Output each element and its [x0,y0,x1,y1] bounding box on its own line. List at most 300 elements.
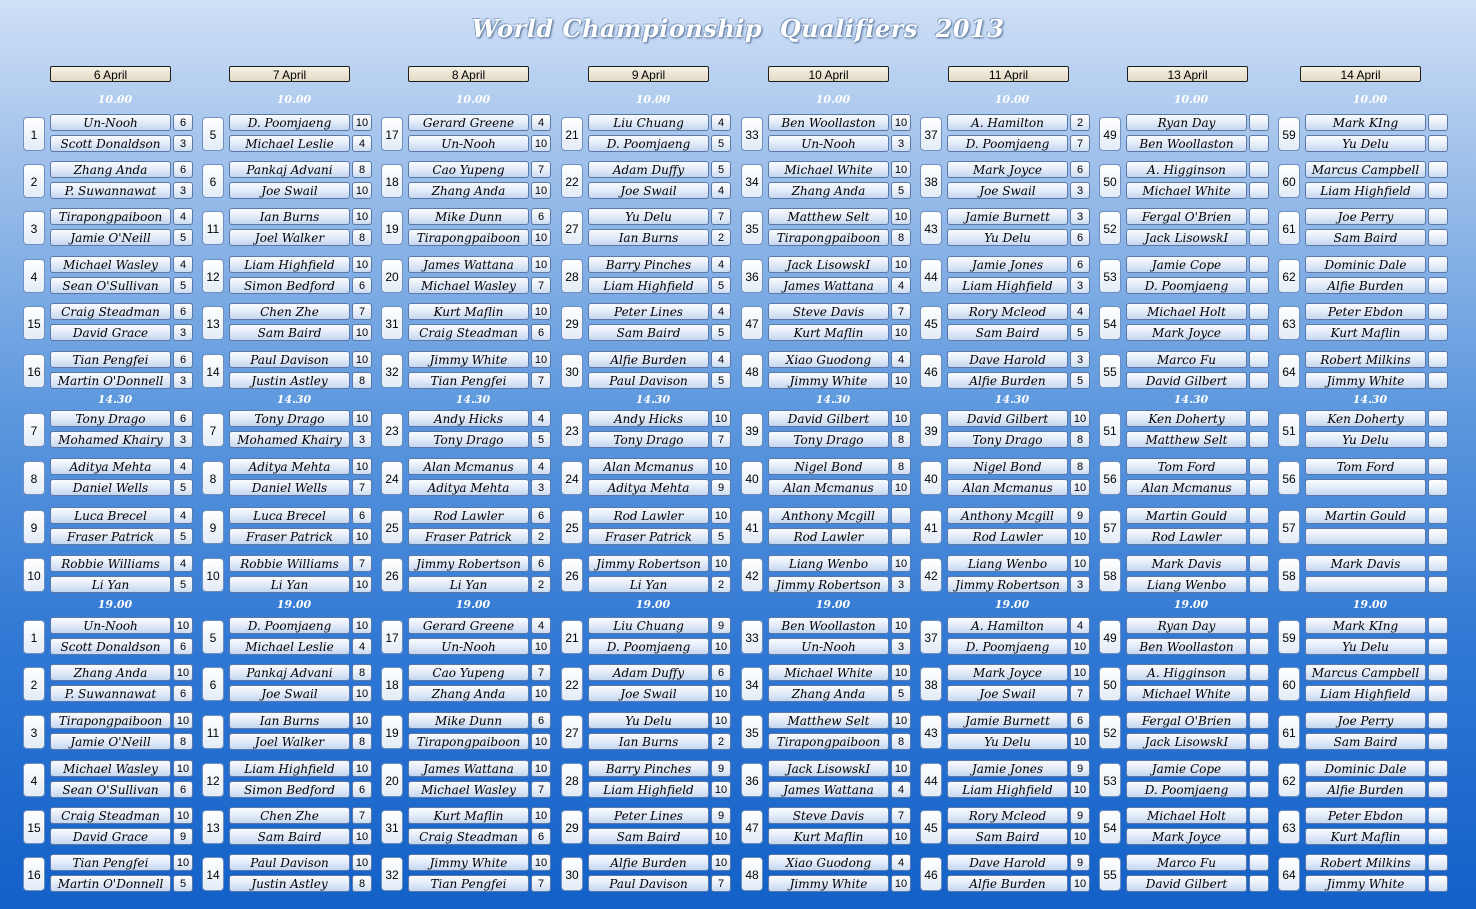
player-score: 3 [1070,277,1090,294]
player-name: Chen Zhe [229,303,350,320]
match-number: 24 [381,461,403,495]
match-number: 39 [920,413,942,447]
player-score: 5 [173,277,193,294]
player-name: Gerard Greene [408,114,529,131]
player-name: Mark Davis [1126,555,1247,572]
day-header: 10 April [768,66,889,82]
player-score: 4 [173,256,193,273]
player-score: 4 [711,182,731,199]
player-score [1428,781,1448,798]
player-score: 10 [173,664,193,681]
player-name: Zhang Anda [408,685,529,702]
player-score [1249,638,1269,655]
player-name: Ben Woollaston [1126,638,1247,655]
session-time: 10.00 [1173,93,1209,106]
match-number: 55 [1099,857,1121,891]
player-score: 4 [891,351,911,368]
session-time: 19.00 [994,598,1030,611]
session-time: 19.00 [1352,598,1388,611]
match-number: 15 [23,306,45,340]
match-number: 25 [561,510,583,544]
player-score: 9 [711,617,731,634]
player-name: Alan Mcmanus [947,479,1068,496]
player-name: Sam Baird [947,828,1068,845]
player-score [1249,875,1269,892]
player-score [1428,277,1448,294]
player-score [1428,685,1448,702]
match-number: 54 [1099,306,1121,340]
player-name: Simon Bedford [229,781,350,798]
player-name: Un-Nooh [50,114,171,131]
match-number: 56 [1099,461,1121,495]
match-number: 53 [1099,259,1121,293]
player-score [1428,664,1448,681]
player-score [1428,324,1448,341]
match-number: 3 [23,715,45,749]
day-header: 7 April [229,66,350,82]
player-score [1249,324,1269,341]
player-name: Tony Drago [947,431,1068,448]
player-name: Alfie Burden [1305,781,1426,798]
player-score: 10 [531,135,551,152]
player-name: Kurt Maflin [408,303,529,320]
player-name: Cao Yupeng [408,161,529,178]
player-name: Jimmy White [408,351,529,368]
player-score [1428,617,1448,634]
session-time: 14.30 [276,393,312,406]
player-name: Liam Highfield [947,277,1068,294]
match-number: 20 [381,763,403,797]
match-number: 35 [741,211,763,245]
player-name: Matthew Selt [768,208,889,225]
player-name: Dave Harold [947,351,1068,368]
match-number: 61 [1278,715,1300,749]
player-name: A. Hamilton [947,114,1068,131]
player-name: Aditya Mehta [50,458,171,475]
player-score: 9 [1070,854,1090,871]
player-name: Sam Baird [1305,229,1426,246]
player-name: Tom Ford [1305,458,1426,475]
match-number: 29 [561,306,583,340]
match-number: 36 [741,763,763,797]
player-score: 3 [173,372,193,389]
player-score [1428,114,1448,131]
player-score [1428,479,1448,496]
match-number: 62 [1278,763,1300,797]
player-name: A. Higginson [1126,161,1247,178]
player-name: Michael Wasley [50,760,171,777]
match-number: 18 [381,164,403,198]
match-number: 26 [381,558,403,592]
player-score: 7 [352,303,372,320]
player-name: Tirapongpaiboon [50,208,171,225]
player-name: Yu Delu [588,208,709,225]
player-name: Nigel Bond [768,458,889,475]
player-name: Steve Davis [768,303,889,320]
match-number: 60 [1278,667,1300,701]
match-number: 25 [381,510,403,544]
player-name: Barry Pinches [588,760,709,777]
player-name: Marco Fu [1126,854,1247,871]
match-number: 12 [202,259,224,293]
player-name: Sean O'Sullivan [50,277,171,294]
player-name: Daniel Wells [229,479,350,496]
player-name: Anthony Mcgill [947,507,1068,524]
player-name: Fergal O'Brien [1126,208,1247,225]
day-header: 11 April [948,66,1069,82]
player-name: Mike Dunn [408,712,529,729]
player-name: Robbie Williams [229,555,350,572]
session-time: 19.00 [97,598,133,611]
player-score: 7 [531,781,551,798]
match-number: 48 [741,857,763,891]
player-score: 4 [173,555,193,572]
match-number: 30 [561,354,583,388]
player-name: Tony Drago [50,410,171,427]
player-name: Xiao Guodong [768,351,889,368]
player-score: 10 [352,576,372,593]
player-name: Liam Highfield [1305,182,1426,199]
player-name: Simon Bedford [229,277,350,294]
player-score: 7 [711,208,731,225]
player-name: Scott Donaldson [50,638,171,655]
player-score: 10 [1070,828,1090,845]
player-score [1249,182,1269,199]
player-name: Michael Holt [1126,303,1247,320]
player-score: 7 [352,555,372,572]
player-score: 8 [352,875,372,892]
player-score: 3 [1070,182,1090,199]
player-score: 4 [531,617,551,634]
player-name: David Grace [50,324,171,341]
player-name: Michael Holt [1126,807,1247,824]
match-number: 34 [741,164,763,198]
player-name: James Wattana [768,781,889,798]
player-name: Fraser Patrick [50,528,171,545]
match-number: 30 [561,857,583,891]
match-number: 39 [741,413,763,447]
player-name: Jamie Jones [947,256,1068,273]
player-score: 5 [891,685,911,702]
player-name: Dominic Dale [1305,760,1426,777]
player-name: Tom Ford [1126,458,1247,475]
match-number: 18 [381,667,403,701]
match-number: 2 [23,667,45,701]
player-score: 4 [711,114,731,131]
player-score [1428,303,1448,320]
player-score: 4 [531,410,551,427]
player-name: Luca Brecel [50,507,171,524]
player-score: 2 [711,733,731,750]
player-name: Zhang Anda [768,182,889,199]
player-score: 10 [352,685,372,702]
player-name: Paul Davison [229,351,350,368]
player-name: Jack LisowskI [1126,733,1247,750]
player-score: 8 [352,664,372,681]
player-score: 3 [1070,208,1090,225]
player-name: Marco Fu [1126,351,1247,368]
player-score: 7 [531,664,551,681]
player-score: 3 [173,135,193,152]
player-score [1428,828,1448,845]
player-name: Jamie Cope [1126,256,1247,273]
player-score: 10 [352,528,372,545]
player-name: Alan Mcmanus [408,458,529,475]
match-number: 14 [202,857,224,891]
player-score: 10 [711,828,731,845]
player-name: D. Poomjaeng [588,638,709,655]
player-name: Adam Duffy [588,161,709,178]
player-name: Martin Gould [1126,507,1247,524]
day-header: 13 April [1127,66,1248,82]
player-score: 6 [173,161,193,178]
player-score: 10 [891,828,911,845]
player-score: 10 [891,372,911,389]
match-number: 64 [1278,857,1300,891]
player-score: 10 [1070,528,1090,545]
player-score: 6 [1070,161,1090,178]
player-name: Tian Pengfei [50,351,171,368]
player-score: 5 [711,372,731,389]
player-score: 9 [1070,507,1090,524]
session-time: 10.00 [994,93,1030,106]
match-number: 42 [741,558,763,592]
player-name: Li Yan [588,576,709,593]
player-name: Alan Mcmanus [768,479,889,496]
player-name: Steve Davis [768,807,889,824]
player-score: 6 [352,781,372,798]
player-name: Zhang Anda [50,664,171,681]
player-score [1428,256,1448,273]
player-score: 7 [891,303,911,320]
player-score: 10 [352,410,372,427]
player-score: 7 [1070,135,1090,152]
player-score: 10 [891,664,911,681]
player-name: Aditya Mehta [408,479,529,496]
session-time: 14.30 [455,393,491,406]
player-score [1249,507,1269,524]
match-number: 17 [381,117,403,151]
player-score: 4 [173,208,193,225]
player-name: Un-Nooh [408,135,529,152]
player-score: 4 [531,458,551,475]
player-name: Sam Baird [229,828,350,845]
player-name: David Grace [50,828,171,845]
player-score: 7 [711,875,731,892]
player-name: Alan Mcmanus [1126,479,1247,496]
match-number: 63 [1278,810,1300,844]
player-name: D. Poomjaeng [1126,781,1247,798]
player-name: Joel Walker [229,733,350,750]
player-name: Mike Dunn [408,208,529,225]
player-score [1249,555,1269,572]
player-score: 5 [173,479,193,496]
session-time: 14.30 [815,393,851,406]
player-name: Liam Highfield [947,781,1068,798]
player-score [1428,372,1448,389]
player-score: 9 [711,760,731,777]
match-number: 6 [202,164,224,198]
player-name: Craig Steadman [50,807,171,824]
match-number: 51 [1099,413,1121,447]
match-number: 35 [741,715,763,749]
match-number: 10 [202,558,224,592]
match-number: 13 [202,810,224,844]
player-name: David Gilbert [768,410,889,427]
player-score: 10 [711,712,731,729]
player-name: Martin Gould [1305,507,1426,524]
player-score: 5 [711,161,731,178]
match-number: 61 [1278,211,1300,245]
player-name: Mark KIng [1305,617,1426,634]
player-name: Gerard Greene [408,617,529,634]
player-score: 8 [352,733,372,750]
player-score: 9 [1070,807,1090,824]
match-number: 34 [741,667,763,701]
player-name: Ian Burns [229,712,350,729]
player-score: 8 [173,733,193,750]
player-score [1428,712,1448,729]
player-name: Anthony Mcgill [768,507,889,524]
match-number: 63 [1278,306,1300,340]
player-name: Fraser Patrick [408,528,529,545]
player-score: 4 [891,781,911,798]
player-score: 10 [711,685,731,702]
player-name: Mark Joyce [947,161,1068,178]
player-name: Liam Highfield [588,277,709,294]
player-name: Un-Nooh [50,617,171,634]
match-number: 14 [202,354,224,388]
player-score [1249,760,1269,777]
player-score [1249,135,1269,152]
match-number: 41 [741,510,763,544]
player-score: 4 [531,114,551,131]
player-name: Tirapongpaiboon [408,733,529,750]
match-number: 38 [920,164,942,198]
player-score: 4 [1070,617,1090,634]
player-score: 8 [1070,458,1090,475]
player-name: Jamie O'Neill [50,733,171,750]
match-number: 58 [1099,558,1121,592]
player-name: Jimmy White [1305,372,1426,389]
player-score: 5 [711,528,731,545]
player-score: 10 [352,712,372,729]
player-score: 6 [531,828,551,845]
player-score: 7 [1070,685,1090,702]
player-name: Paul Davison [588,875,709,892]
player-score: 6 [531,208,551,225]
player-score [1249,781,1269,798]
player-name: Matthew Selt [1126,431,1247,448]
match-number: 13 [202,306,224,340]
player-score: 5 [173,229,193,246]
player-score: 7 [352,479,372,496]
player-name: Robert Milkins [1305,854,1426,871]
player-name: Kurt Maflin [1305,324,1426,341]
player-score: 10 [352,854,372,871]
player-score [1249,664,1269,681]
player-name: Jimmy Robertson [588,555,709,572]
player-name: David Gilbert [1126,372,1247,389]
player-name: Li Yan [408,576,529,593]
match-number: 17 [381,620,403,654]
match-number: 19 [381,211,403,245]
player-score: 3 [531,479,551,496]
player-score: 10 [1070,555,1090,572]
player-name: Sam Baird [229,324,350,341]
player-name: Rory Mcleod [947,807,1068,824]
player-score: 4 [352,135,372,152]
match-number: 23 [381,413,403,447]
player-score: 10 [711,781,731,798]
player-score: 10 [352,114,372,131]
match-number: 1 [23,620,45,654]
match-number: 40 [741,461,763,495]
player-name: Kurt Maflin [768,324,889,341]
player-score: 10 [352,760,372,777]
player-name: Andy Hicks [408,410,529,427]
player-name: Xiao Guodong [768,854,889,871]
match-number: 59 [1278,620,1300,654]
player-name: Ian Burns [588,733,709,750]
player-score: 10 [352,351,372,368]
player-name: Mark KIng [1305,114,1426,131]
match-number: 45 [920,810,942,844]
player-name: Jamie Cope [1126,760,1247,777]
player-score [1249,685,1269,702]
player-name: Mark Joyce [947,664,1068,681]
player-score: 10 [531,229,551,246]
player-name: Jimmy White [768,875,889,892]
player-name: Aditya Mehta [229,458,350,475]
player-name: Fraser Patrick [588,528,709,545]
match-number: 48 [741,354,763,388]
player-name: Yu Delu [947,733,1068,750]
match-number: 46 [920,857,942,891]
player-score: 10 [352,324,372,341]
player-score: 4 [173,507,193,524]
player-name: Peter Lines [588,303,709,320]
player-score: 10 [352,617,372,634]
player-name: D. Poomjaeng [947,638,1068,655]
player-name: Daniel Wells [50,479,171,496]
player-score [1249,828,1269,845]
player-name: D. Poomjaeng [229,114,350,131]
player-score: 7 [531,372,551,389]
player-score: 10 [352,208,372,225]
player-name: Jimmy Robertson [408,555,529,572]
player-score: 6 [711,664,731,681]
player-score: 5 [531,431,551,448]
player-name: P. Suwannawat [50,182,171,199]
match-number: 8 [202,461,224,495]
match-number: 20 [381,259,403,293]
player-name: David Gilbert [947,410,1068,427]
player-score: 10 [531,685,551,702]
player-name: Alan Mcmanus [588,458,709,475]
match-number: 36 [741,259,763,293]
player-score [1428,555,1448,572]
player-score: 2 [711,576,731,593]
player-name: Andy Hicks [588,410,709,427]
player-name: Rod Lawler [408,507,529,524]
match-number: 50 [1099,667,1121,701]
session-time: 10.00 [635,93,671,106]
player-score: 4 [173,458,193,475]
player-score: 6 [531,507,551,524]
match-number: 40 [920,461,942,495]
player-score [1249,229,1269,246]
